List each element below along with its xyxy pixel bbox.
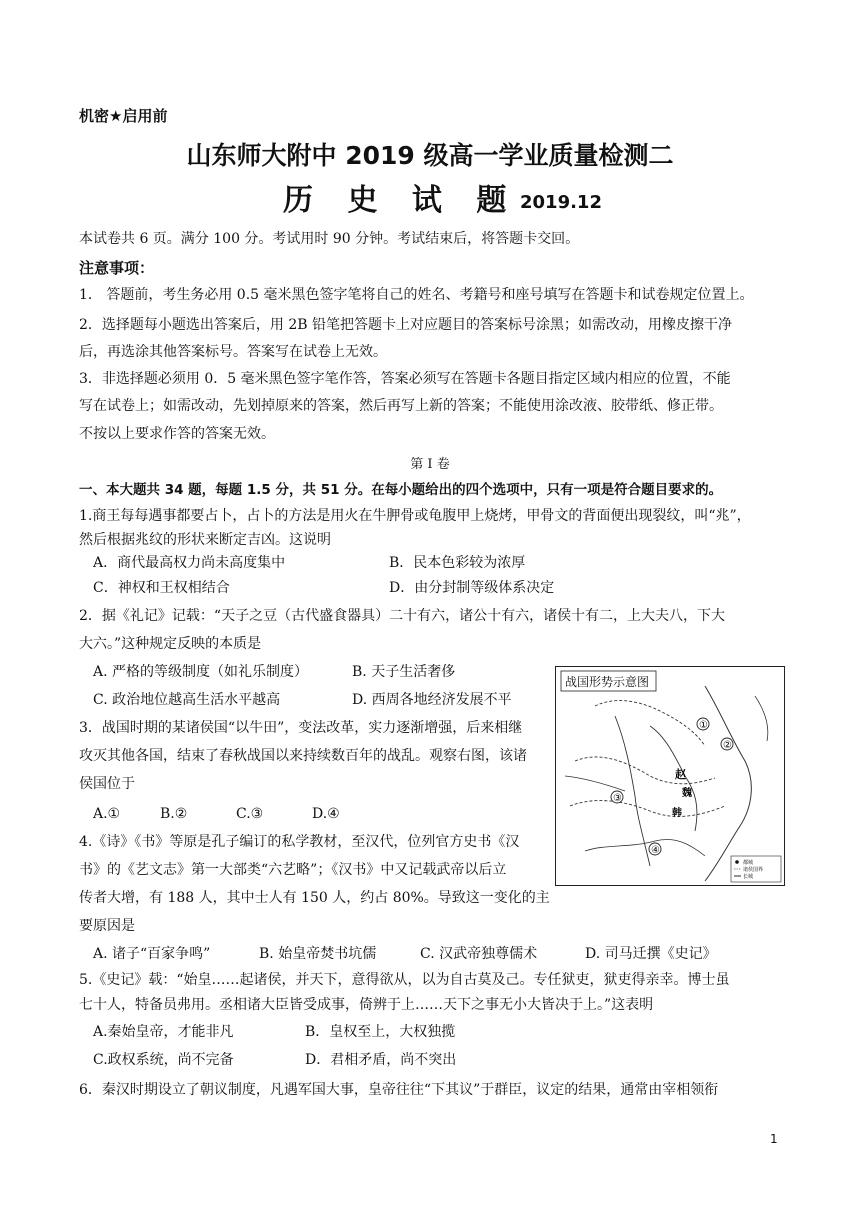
q4-option-c: C. 汉武帝独尊儒术 [420, 946, 538, 962]
question-2-line: 大六。”这种规定反映的本质是 [79, 636, 262, 652]
school-title: 山东师大附中 2019 级高一学业质量检测二 [186, 141, 674, 170]
question-6-line: 6．秦汉时期设立了朝议制度，凡遇军国大事，皇帝往往“下其议”于群臣，议定的结果，通常由宰相领衔 [79, 1082, 719, 1098]
q4-option-b: B. 始皇帝焚书坑儒 [259, 946, 377, 962]
q2-option-c: C. 政治地位越高生活水平越高 [93, 692, 281, 708]
q1-option-b: B．民本色彩较为浓厚 [389, 555, 526, 571]
question-3-line: 攻灭其他各国，结束了春秋战国以来持续数百年的战乱。观察右图，该诸 [79, 748, 527, 764]
question-4-line: 要原因是 [79, 918, 135, 934]
note-line: 3．非选择题必须用 0．5 毫米黑色签字笔作答，答案必须写在答题卡各题目指定区域内相应的位置，不能 [79, 371, 731, 387]
legend-item: 长城 [743, 874, 754, 880]
warring-states-map [555, 666, 785, 886]
map-marker-4-label: ④ [651, 845, 660, 856]
subject-title: 历 史 试 题 [283, 183, 519, 218]
q5-option-a: A.秦始皇帝，才能非凡 [93, 1024, 234, 1040]
note-line: 2．选择题每小题选出答案后，用 2B 铅笔把答题卡上对应题目的答案标号涂黑；如需改动，用橡皮擦干净 [79, 317, 733, 333]
map-marker-3-label: ③ [613, 793, 622, 804]
question-1-line: 1.商王每每遇事都要占卜，占卜的方法是用火在牛胛骨或龟腹甲上烧烤，甲骨文的背面便出现裂纹，叫“兆”， [79, 508, 751, 524]
q3-option-c: C.③ [236, 806, 264, 822]
note-line: 1． 答题前，考生务必用 0.5 毫米黑色签字笔将自己的姓名、考籍号和座号填写在答题卡和试卷规定位置上。 [79, 287, 754, 303]
q5-option-d: D．君相矛盾，尚不突出 [305, 1052, 457, 1068]
question-3-line: 侯国位于 [79, 776, 135, 792]
q1-option-d: D．由分封制等级体系决定 [389, 580, 555, 596]
legend-item: 诸侯国界 [743, 867, 764, 873]
legend-capital-icon [735, 860, 739, 864]
q1-option-c: C．神权和王权相结合 [93, 580, 230, 596]
legend-item: 都城 [743, 860, 754, 866]
page-number: 1 [770, 1132, 778, 1146]
notes-heading: 注意事项： [79, 259, 155, 277]
question-2-line: 2．据《礼记》记载：“天子之豆（古代盛食器具）二十有六，诸公十有六，诸侯十有二，上大夫八，下大 [79, 608, 726, 624]
q5-option-c: C.政权系统，尚不完备 [93, 1052, 234, 1068]
question-1-line: 然后根据兆纹的形状来断定吉凶。这说明 [79, 532, 331, 548]
map-marker-1-label: ① [699, 720, 708, 731]
note-line: 后，再选涂其他答案标号。答案写在试卷上无效。 [79, 344, 387, 360]
q5-option-b: B．皇权至上，大权独揽 [305, 1024, 456, 1040]
map-marker-2-label: ② [723, 740, 732, 751]
intro-text: 本试卷共 6 页。满分 100 分。考试用时 90 分钟。考试结束后，将答题卡交回。 [79, 231, 580, 247]
section-title: 第 Ⅰ 卷 [410, 457, 450, 472]
state-wei: 魏 [682, 788, 692, 799]
question-5-line: 七十人，特备员弗用。丞相诸大臣皆受成事，倚辨于上……天下之事无小大皆决于上。”这表明 [79, 997, 654, 1013]
q1-option-a: A．商代最高权力尚未高度集中 [93, 555, 286, 571]
part-heading: 一、本大题共 34 题，每题 1.5 分，共 51 分。在每小题给出的四个选项中，只有一项是符合题目要求的。 [79, 482, 723, 498]
question-3-line: 3．战国时期的某诸侯国“以牛田”，变法改革，实力逐渐增强，后来相继 [79, 720, 523, 736]
question-4-line: 4.《诗》《书》等原是孔子编订的私学教材，至汉代，位列官方史书《汉 [79, 834, 520, 850]
question-5-line: 5.《史记》载：“始皇……起诸侯，并天下，意得欲从，以为自古莫及己。专任狱吏，狱吏得亲幸。博士虽 [79, 972, 730, 988]
q4-option-a: A. 诸子“百家争鸣” [93, 946, 211, 962]
question-4-line: 传者大增，有 188 人，其中士人有 150 人，约占 80%。导致这一变化的主 [79, 890, 550, 906]
q2-option-d: D. 西周各地经济发展不平 [352, 692, 512, 708]
q3-option-b: B.② [160, 806, 188, 822]
state-han: 韩 [672, 808, 682, 819]
q2-option-b: B. 天子生活奢侈 [352, 664, 456, 680]
q3-option-a: A.① [93, 806, 121, 822]
question-4-line: 书》的《艺文志》第一大部类“六艺略”；《汉书》中又记载武帝以后立 [79, 862, 507, 878]
q3-option-d: D.④ [312, 806, 340, 822]
state-zhao: 赵 [675, 768, 686, 781]
note-line: 不按以上要求作答的答案无效。 [79, 426, 275, 442]
confidential-label: 机密★启用前 [79, 107, 168, 125]
note-line: 写在试卷上；如需改动，先划掉原来的答案，然后再写上新的答案；不能使用涂改液、胶带纸、修正带。 [79, 398, 723, 414]
map-title: 战国形势示意图 [565, 675, 650, 689]
q4-option-d: D. 司马迁撰《史记》 [585, 946, 717, 962]
q2-option-a: A. 严格的等级制度（如礼乐制度） [93, 664, 309, 680]
exam-date: 2019.12 [520, 192, 602, 213]
